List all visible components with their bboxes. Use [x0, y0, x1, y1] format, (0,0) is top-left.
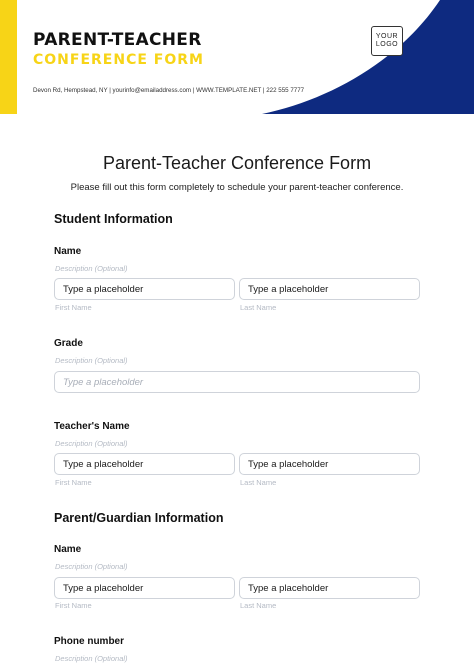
logo-text-line1: YOUR: [375, 33, 399, 40]
student-name-label: Name: [54, 246, 82, 257]
teacher-name-description: Description (Optional): [55, 439, 128, 448]
section-heading-student: Student Information: [54, 212, 173, 226]
student-first-name-input[interactable]: Type a placeholder: [54, 278, 235, 300]
grade-input[interactable]: Type a placeholder: [54, 371, 420, 393]
teacher-last-name-input[interactable]: Type a placeholder: [239, 453, 420, 475]
logo-placeholder: [371, 26, 403, 56]
parent-last-name-caption: Last Name: [240, 601, 277, 610]
parent-name-description: Description (Optional): [55, 562, 128, 571]
teacher-first-name-input[interactable]: Type a placeholder: [54, 453, 235, 475]
header-contact-info: Devon Rd, Hempstead, NY | yourinfo@emailaddress.com | WWW.TEMPLATE.NET | 222 555 7777: [33, 87, 305, 94]
document-header: [0, 0, 474, 114]
header-title-line2: CONFERENCE FORM: [33, 52, 204, 68]
teacher-name-label: Teacher's Name: [54, 421, 130, 432]
phone-number-label: Phone number: [54, 636, 125, 647]
parent-first-name-input[interactable]: Type a placeholder: [54, 577, 235, 599]
student-name-description: Description (Optional): [55, 264, 128, 273]
form-subtitle: Please fill out this form completely to schedule your parent-teacher conference.: [70, 182, 404, 193]
form-title: Parent-Teacher Conference Form: [102, 153, 372, 173]
parent-last-name-input[interactable]: Type a placeholder: [239, 577, 420, 599]
parent-first-name-caption: First Name: [55, 601, 92, 610]
student-first-name-caption: First Name: [55, 303, 92, 312]
teacher-first-name-caption: First Name: [55, 478, 92, 487]
parent-name-label: Name: [54, 544, 82, 555]
logo-text-line2: LOGO: [375, 41, 399, 48]
section-heading-parent: Parent/Guardian Information: [54, 511, 224, 525]
grade-label: Grade: [54, 338, 83, 349]
student-last-name-input[interactable]: Type a placeholder: [239, 278, 420, 300]
phone-number-description: Description (Optional): [55, 654, 128, 663]
header-title-line1: PARENT-TEACHER: [33, 30, 202, 50]
grade-description: Description (Optional): [55, 356, 128, 365]
teacher-last-name-caption: Last Name: [240, 478, 277, 487]
student-last-name-caption: Last Name: [240, 303, 277, 312]
